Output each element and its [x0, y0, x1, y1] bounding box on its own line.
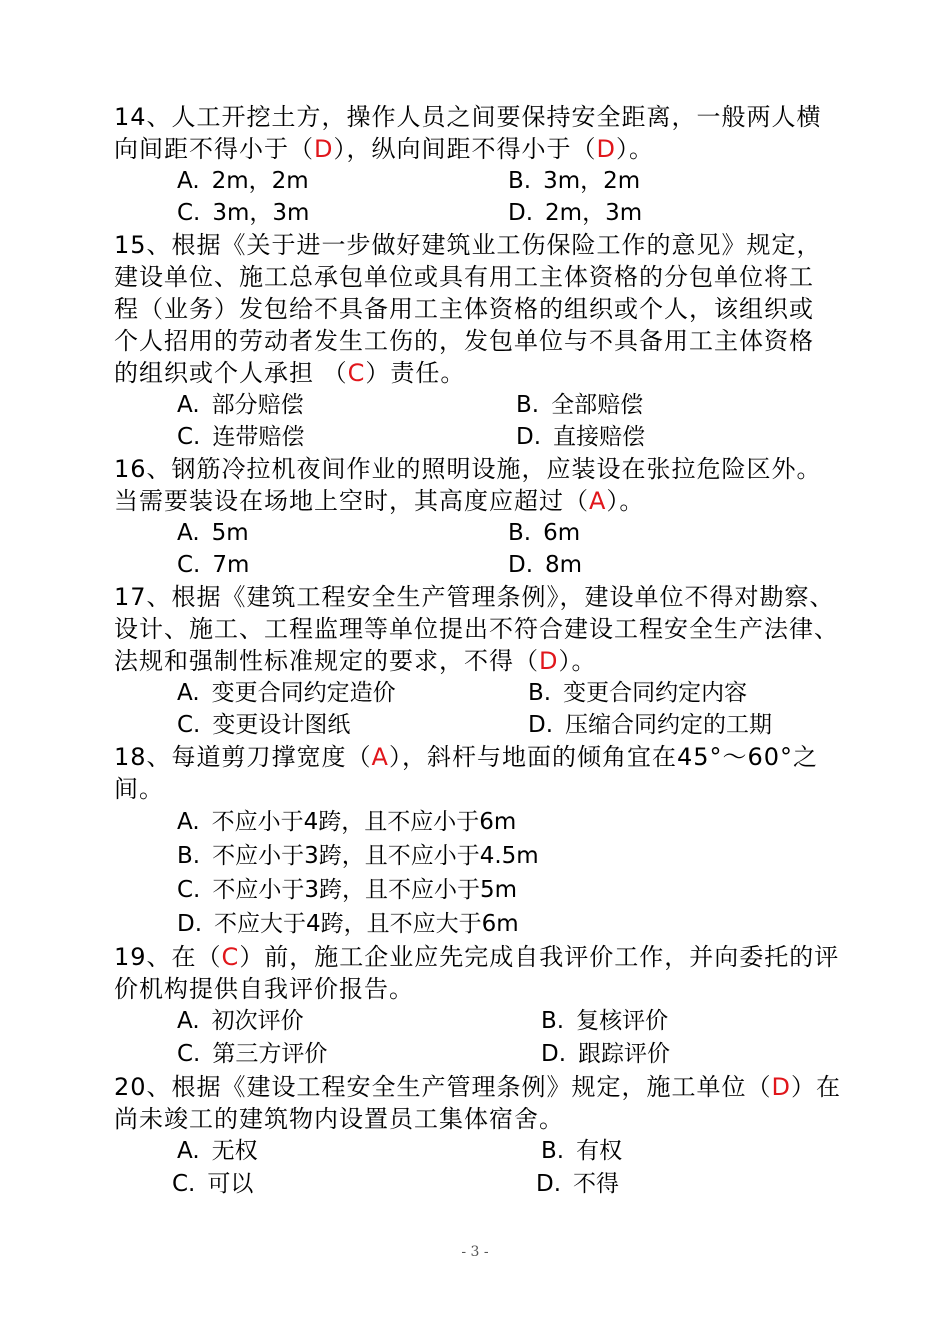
q14-option-d: D. 2m，3m [508, 200, 643, 226]
answer-mark: C [347, 359, 366, 387]
page-number: - 3 - [461, 1244, 489, 1260]
q15-line-3: 程（业务）发包给不具备用工主体资格的组织或个人，该组织或 [114, 295, 814, 323]
q17-option-b: B. 变更合同约定内容 [528, 680, 748, 706]
q19-line-1: 19、在（C）前，施工企业应先完成自我评价工作，并向委托的评 [114, 943, 840, 971]
q14-option-b: B. 3m，2m [508, 168, 641, 194]
answer-mark: D [771, 1073, 792, 1101]
q17-option-c: C. 变更设计图纸 [177, 712, 351, 738]
q15-option-d: D. 直接赔偿 [516, 424, 646, 450]
q18-option-a: A. 不应小于4跨，且不应小于6m [177, 809, 517, 835]
q15-option-b: B. 全部赔偿 [516, 392, 644, 418]
answer-mark: D [596, 135, 616, 163]
q16-option-b: B. 6m [508, 520, 581, 546]
q19-option-b: B. 复核评价 [541, 1008, 669, 1034]
q20-option-b: B. 有权 [541, 1138, 623, 1164]
q19-option-d: D. 跟踪评价 [541, 1041, 671, 1067]
q17-option-a: A. 变更合同约定造价 [177, 680, 396, 706]
answer-mark: A [371, 743, 389, 771]
q14-option-a: A. 2m，2m [177, 168, 309, 194]
q17-line-3: 法规和强制性标准规定的要求，不得（D）。 [114, 647, 597, 675]
q18-line-1: 18、每道剪刀撑宽度（A），斜杆与地面的倾角宜在45°～60°之 [114, 743, 819, 771]
q16-line-1: 16、钢筋冷拉机夜间作业的照明设施，应装设在张拉危险区外。 [114, 455, 822, 483]
q16-option-d: D. 8m [508, 552, 583, 578]
q15-line-5: 的组织或个人承担 （C）责任。 [114, 359, 466, 387]
q18-option-d: D. 不应大于4跨，且不应大于6m [177, 911, 519, 937]
q15-line-1: 15、根据《关于进一步做好建筑业工伤保险工作的意见》规定， [114, 231, 822, 259]
q20-option-d: D. 不得 [536, 1171, 620, 1197]
q14-option-c: C. 3m，3m [177, 200, 310, 226]
q16-option-c: C. 7m [177, 552, 250, 578]
q15-line-4: 个人招用的劳动者发生工伤的，发包单位与不具备用工主体资格 [114, 327, 814, 355]
q19-option-a: A. 初次评价 [177, 1008, 304, 1034]
q16-option-a: A. 5m [177, 520, 249, 546]
q20-line-2: 尚未竣工的建筑物内设置员工集体宿舍。 [114, 1105, 564, 1133]
q17-line-1: 17、根据《建筑工程安全生产管理条例》，建设单位不得对勘察、 [114, 583, 835, 611]
q15-option-c: C. 连带赔偿 [177, 424, 305, 450]
q18-option-b: B. 不应小于3跨，且不应小于4.5m [177, 843, 539, 869]
q14-line-2: 向间距不得小于（D），纵向间距不得小于（D）。 [114, 135, 654, 163]
q19-option-c: C. 第三方评价 [177, 1041, 328, 1067]
q18-option-c: C. 不应小于3跨，且不应小于5m [177, 877, 518, 903]
q16-line-2: 当需要装设在场地上空时，其高度应超过（A）。 [114, 487, 645, 515]
q15-line-2: 建设单位、施工总承包单位或具有用工主体资格的分包单位将工 [114, 263, 814, 291]
q20-line-1: 20、根据《建设工程安全生产管理条例》规定，施工单位（D）在 [114, 1073, 842, 1101]
answer-mark: C [221, 943, 240, 971]
q19-line-2: 价机构提供自我评价报告。 [114, 975, 414, 1003]
answer-mark: D [314, 135, 334, 163]
q17-option-d: D. 压缩合同约定的工期 [528, 712, 773, 738]
answer-mark: D [539, 647, 559, 675]
q20-option-a: A. 无权 [177, 1138, 258, 1164]
answer-mark: A [589, 487, 607, 515]
q17-line-2: 设计、施工、工程监理等单位提出不符合建设工程安全生产法律、 [114, 615, 839, 643]
q18-line-2: 间。 [114, 775, 164, 803]
q20-option-c: C. 可以 [172, 1171, 254, 1197]
q15-option-a: A. 部分赔偿 [177, 392, 304, 418]
q14-line-1: 14、人工开挖土方，操作人员之间要保持安全距离，一般两人横 [114, 103, 822, 131]
